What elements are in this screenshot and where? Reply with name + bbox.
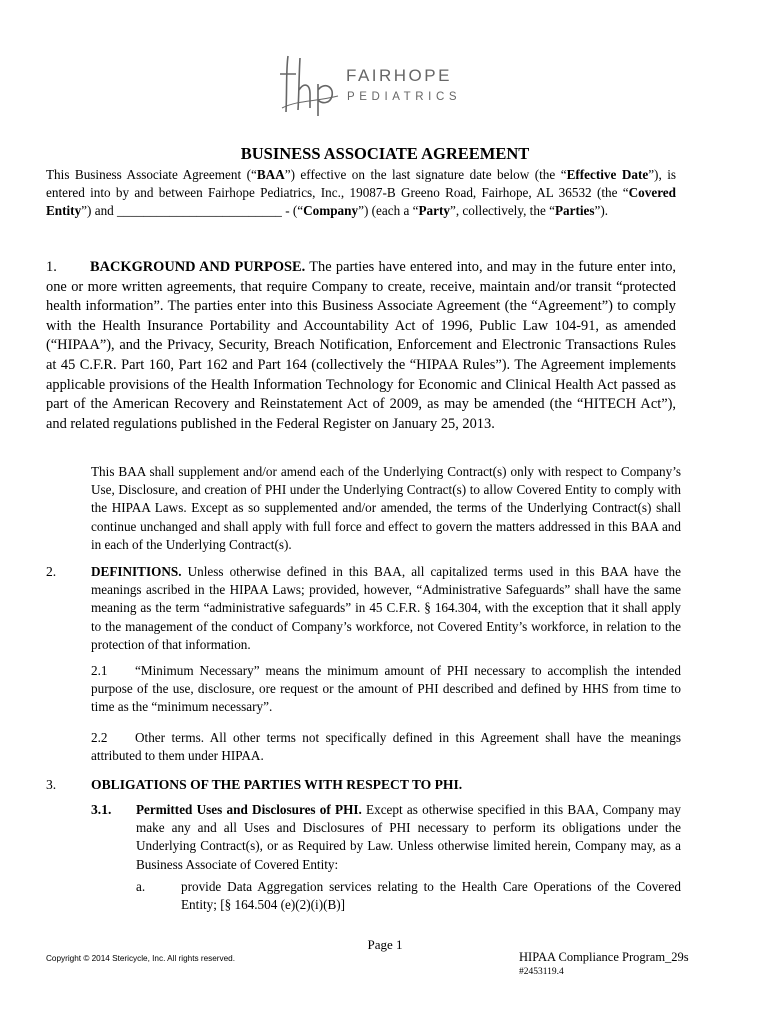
intro-text: This Business Associate Agreement (“ xyxy=(46,167,257,182)
intro-paragraph xyxy=(46,166,676,221)
intro-term-covered-entity: Covered Entity xyxy=(46,185,676,219)
section-1-paragraph xyxy=(46,258,676,434)
section-3-1-paragraph xyxy=(136,801,681,874)
program-name: HIPAA Compliance Program_29s xyxy=(519,950,689,964)
section-1-number: 1. xyxy=(46,259,57,275)
section-3-1-heading: Permitted Uses and Disclosures of PHI. xyxy=(136,802,362,817)
document-id: #2453119.4 xyxy=(519,967,564,977)
intro-text: ”). xyxy=(594,203,609,219)
section-1-body: The parties have entered into, and may in the future enter into, one or more written agreements, that require Company to create, receive, maintain and/or transit “protected health information”. The parties enter into this Business Associate Agreement (the “Agreement”) to comply with the Health Insurance Portability and Accountability Act of 1996, Public Law 104-91, as amended (“HIPAA”), and the Privacy, Security, Breach Notification, Enforcement and Electronic Transactions Rules at 45 C.F.R. Part 160, Part 162 and Part 164 (collectively the “HIPAA Rules”). The Agreement implements applicable provisions of the Health Information Technology for Economic and Clinical Health Act passed as part of the American Recovery and Reinstatement Act of 2009, as may be amended (the “HITECH Act”), and related regulations published in the Federal Register on January 25, 2013. xyxy=(46,259,676,432)
section-2-1-paragraph: “Minimum Necessary” means the minimum amount of PHI necessary to accomplish the intended purpose of the use, disclosure, ore request or the amount of PHI described and defined by HHS from time to time as the “minimum necessary”. xyxy=(91,663,681,715)
section-3-1-body: Except as otherwise specified in this BAA, Company may make any and all Uses and Disclosures of PHI necessary to perform its obligations under the Underlying Contract(s), or as Required by Law. Unless otherwise limited herein, Company may, as a Business Associate of Covered Entity: xyxy=(136,802,682,872)
section-1-heading: BACKGROUND AND PURPOSE. xyxy=(90,259,306,275)
section-3-heading xyxy=(91,776,462,794)
section-3-heading-text: OBLIGATIONS OF THE PARTIES WITH RESPECT TO PHI. xyxy=(91,777,463,792)
section-2-paragraph xyxy=(91,563,681,654)
intro-text: ”) effective on the last signature date below (the “ xyxy=(284,167,567,182)
document-title: BUSINESS ASSOCIATE AGREEMENT xyxy=(240,144,530,163)
section-2-heading: DEFINITIONS. xyxy=(91,564,182,579)
copyright-notice: Copyright © 2014 Stericycle, Inc. All rights reserved. xyxy=(46,954,235,963)
intro-term-company: Company xyxy=(303,203,359,219)
section-2-body: Unless otherwise defined in this BAA, all capitalized terms used in this BAA have the meanings ascribed in the HIPAA Laws; provided, however, “Administrative Safeguards” shall have the same meaning as the term “administrative safeguards” in 45 C.F.R. § 164.304, with the exception that it shall apply to the management of the conduct of Company’s workforce, not Covered Entity’s workforce, in relation to the protection of that information. xyxy=(91,564,681,652)
intro-text: ”) (each a “ xyxy=(358,203,419,219)
intro-text: ”) and _________________________ - (“ xyxy=(81,203,304,219)
brand-name: FAIRHOPE xyxy=(346,66,452,85)
section-3-1-number-text: 3.1. xyxy=(91,802,112,817)
intro-term-baa: BAA xyxy=(256,167,285,182)
page-number: Page 1 xyxy=(367,937,403,952)
company-logo xyxy=(278,50,498,116)
section-2-1-number: 2.1 xyxy=(91,663,108,678)
intro-term-party: Party xyxy=(418,203,450,219)
section-3-1-number xyxy=(91,801,111,819)
section-3-number: 3. xyxy=(46,777,57,792)
section-3-1-a-paragraph: provide Data Aggregation services relating to the Health Care Operations of the Covered Entity; [§ 164.504 (e)(2)(i)(B)] xyxy=(181,879,681,913)
section-2-2-number: 2.2 xyxy=(91,730,108,745)
brand-subtitle: PEDIATRICS xyxy=(347,91,462,103)
intro-term-parties: Parties xyxy=(554,203,595,219)
section-1-supplement-paragraph: This BAA shall supplement and/or amend each of the Underlying Contract(s) only with respect to Company’s Use, Disclosure, and creation of PHI under the Underlying Contract(s) to allow Covered Entity to comply with the HIPAA Laws. Except as so supplemented and/or amended, the terms of the Underlying Contract(s) shall continue unchanged and shall apply with full force and effect to govern the matters addressed in this BAA and in each of the Underlying Contract(s). xyxy=(91,464,681,552)
fhp-monogram-icon xyxy=(278,50,340,116)
section-3-1-a-number: a. xyxy=(136,879,146,894)
section-2-number: 2. xyxy=(46,564,57,579)
section-2-2-paragraph: Other terms. All other terms not specifically defined in this Agreement shall have the meanings attributed to them under HIPAA. xyxy=(91,730,681,764)
intro-text: ”, collectively, the “ xyxy=(449,203,555,219)
intro-term-effective-date: Effective Date xyxy=(566,167,649,182)
intro-text: ”), is entered into by and between Fairhope Pediatrics, Inc., 19087-B Greeno Road, Fairhope, AL 36532 (the “ xyxy=(46,167,677,201)
